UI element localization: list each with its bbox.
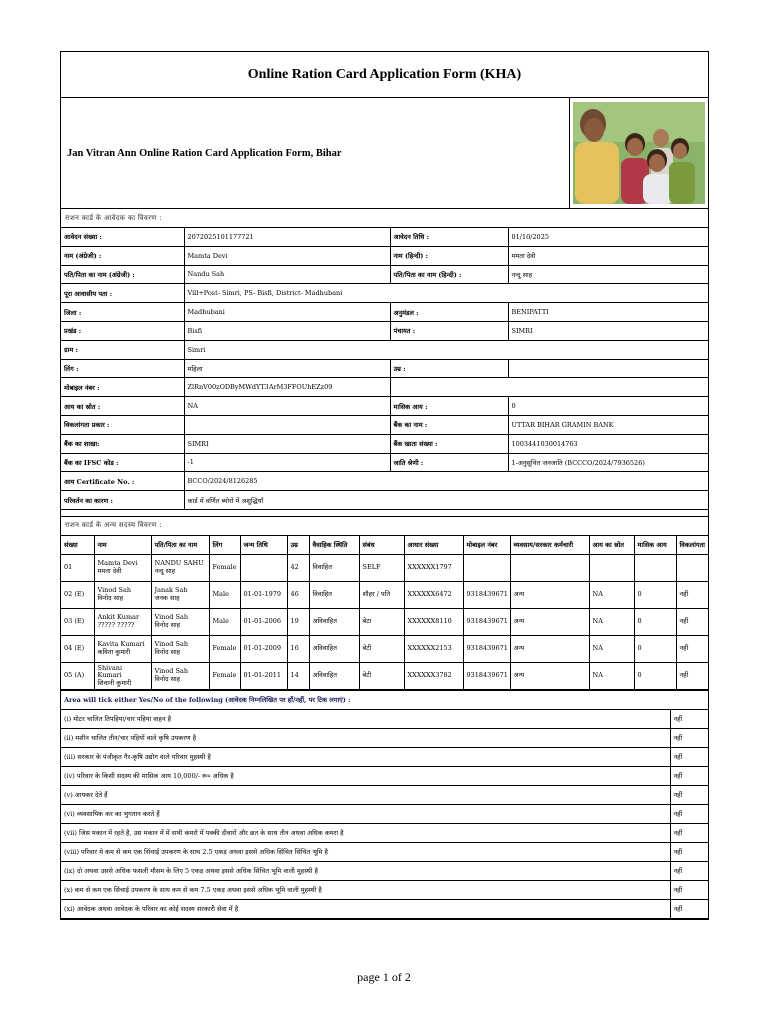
member-name bbox=[94, 554, 151, 581]
eligibility-row bbox=[61, 766, 708, 785]
caste-value: 1-अनुसूचित जनजाति (BCCCO/2024/7936526) bbox=[508, 453, 708, 472]
income-source-label: आय का स्रोत : bbox=[61, 397, 184, 416]
member-gender: Female bbox=[209, 662, 240, 689]
member-aadhaar: XXXXXX6472 bbox=[404, 581, 463, 608]
column-header: मोबाइल नंबर bbox=[463, 536, 510, 555]
member-father-name-en: NANDU SAHU bbox=[154, 559, 204, 568]
table-row bbox=[61, 554, 708, 581]
table-row bbox=[61, 284, 708, 303]
member-father-name-en: Janak Sah bbox=[154, 586, 188, 595]
eligibility-question: (vii) जिस मकान में रहते है, उस मकान में में सभी कमरो में पक्की दीवारों और छत के साथ तीन अथवा अधिक कमरा है bbox=[61, 823, 670, 842]
member-aadhaar: XXXXXX3782 bbox=[404, 662, 463, 689]
member-father-name-hi: विनोद साह bbox=[154, 674, 181, 683]
member-income: 0 bbox=[634, 581, 676, 608]
member-name-en: Shivani Kumari bbox=[97, 663, 123, 680]
member-father-name bbox=[151, 581, 209, 608]
member-marital-status: विवाहित bbox=[309, 581, 359, 608]
eligibility-answer: नहीं bbox=[670, 880, 708, 899]
table-row bbox=[61, 340, 708, 359]
bank-branch-label: बैंक का शाखा: bbox=[61, 434, 184, 453]
member-income: 0 bbox=[634, 635, 676, 662]
table-row bbox=[61, 581, 708, 608]
members-table bbox=[61, 536, 708, 690]
member-occupation: अन्य bbox=[510, 635, 589, 662]
column-header: लिंग bbox=[209, 536, 240, 555]
eligibility-answer: नहीं bbox=[670, 804, 708, 823]
table-row bbox=[61, 434, 708, 453]
member-relation: SELF bbox=[359, 554, 404, 581]
ifsc-value: -1 bbox=[184, 453, 390, 472]
member-father-name bbox=[151, 608, 209, 635]
member-gender: Male bbox=[209, 608, 240, 635]
member-father-name bbox=[151, 635, 209, 662]
income-source-value: NA bbox=[184, 397, 390, 416]
eligibility-answer: नहीं bbox=[670, 861, 708, 880]
block-value: Bisfi bbox=[184, 321, 390, 340]
eligibility-heading: Area will tick either Yes/No of the following (आवेदक निम्नलिखित पर हाँ/नहीं, पर टिक लगाएं) : bbox=[61, 690, 708, 709]
member-name-hi: विनोद साह bbox=[97, 593, 124, 602]
disability-label: विकलांगता प्रकार : bbox=[61, 415, 184, 434]
member-income-source bbox=[589, 554, 634, 581]
account-no-value: 1003441030014763 bbox=[508, 434, 708, 453]
member-mobile: 9318439671 bbox=[463, 635, 510, 662]
form-subtitle: Jan Vitran Ann Online Ration Card Application Form, Bihar bbox=[67, 147, 342, 159]
table-row bbox=[61, 491, 708, 510]
member-aadhaar: XXXXXX8110 bbox=[404, 608, 463, 635]
eligibility-answer: नहीं bbox=[670, 766, 708, 785]
form-header bbox=[61, 98, 708, 209]
member-name-en: Ankit Kumar bbox=[97, 613, 140, 622]
district-label: जिला : bbox=[61, 303, 184, 322]
member-age: 14 bbox=[287, 662, 309, 689]
application-form bbox=[60, 51, 709, 920]
member-father-name bbox=[151, 554, 209, 581]
eligibility-table bbox=[61, 690, 708, 919]
eligibility-answer: नहीं bbox=[670, 823, 708, 842]
member-father-name-hi: विनोद साह bbox=[154, 647, 181, 656]
table-row bbox=[61, 303, 708, 322]
monthly-income-value: 0 bbox=[508, 397, 708, 416]
member-relation: बेटा bbox=[359, 608, 404, 635]
member-dob: 01-01-2011 bbox=[240, 662, 287, 689]
bank-name-label: बैंक का नाम : bbox=[390, 415, 508, 434]
member-father-name-hi: विनोद साह bbox=[154, 620, 181, 629]
members-header-row bbox=[61, 536, 708, 555]
member-name-en: Vinod Sah bbox=[97, 586, 131, 595]
eligibility-question: (ii) मशीन चालित तीन/चार पहियों वाले कृषि उपकरण है bbox=[61, 728, 670, 747]
eligibility-question: (iii) सरकार के पंजीकृत गैर-कृषि उद्योग वाले परिवार मुहस्थी है bbox=[61, 747, 670, 766]
member-gender: Female bbox=[209, 635, 240, 662]
eligibility-row bbox=[61, 785, 708, 804]
member-aadhaar: XXXXXX1797 bbox=[404, 554, 463, 581]
page-number: page 1 of 2 bbox=[357, 970, 411, 984]
member-disability: नहीं bbox=[676, 662, 708, 689]
member-no: 02 (E) bbox=[61, 581, 94, 608]
column-header: आधार संख्या bbox=[404, 536, 463, 555]
table-row bbox=[61, 265, 708, 284]
column-header: उम्र bbox=[287, 536, 309, 555]
member-father-name bbox=[151, 662, 209, 689]
table-row bbox=[61, 415, 708, 434]
gender-value: महिला bbox=[184, 359, 390, 378]
eligibility-answer: नहीं bbox=[670, 785, 708, 804]
eligibility-row bbox=[61, 880, 708, 899]
father-en-label: पति/पिता का नाम (अंग्रेजी) : bbox=[61, 265, 184, 284]
eligibility-row bbox=[61, 823, 708, 842]
member-mobile bbox=[463, 554, 510, 581]
name-en-value: Mamta Devi bbox=[184, 246, 390, 265]
member-marital-status: अविवाहित bbox=[309, 635, 359, 662]
eligibility-question: (ix) दो अथवा उससे अधिक फसली मौसम के लिए 5 एकड़ अथवा इससे अधिक सिंचित भूमि वाली मुहस्थी है bbox=[61, 861, 670, 880]
member-name-hi: ममता देवी bbox=[97, 566, 122, 575]
member-no: 04 (E) bbox=[61, 635, 94, 662]
member-income-source: NA bbox=[589, 608, 634, 635]
member-gender: Female bbox=[209, 554, 240, 581]
member-aadhaar: XXXXXX2153 bbox=[404, 635, 463, 662]
member-no: 05 (A) bbox=[61, 662, 94, 689]
member-marital-status: विवाहित bbox=[309, 554, 359, 581]
address-label: पूरा आवासीय पता : bbox=[61, 284, 184, 303]
member-mobile: 9318439671 bbox=[463, 608, 510, 635]
eligibility-answer: नहीं bbox=[670, 899, 708, 918]
table-row bbox=[61, 228, 708, 246]
eligibility-row bbox=[61, 804, 708, 823]
form-title: Online Ration Card Application Form (KHA) bbox=[61, 52, 708, 98]
applicant-section-heading: राशन कार्ड के आवेदक का विवरण : bbox=[61, 209, 708, 228]
member-income: 0 bbox=[634, 608, 676, 635]
column-header: मासिक आय bbox=[634, 536, 676, 555]
caste-label: जाति श्रेणी : bbox=[390, 453, 508, 472]
member-marital-status: अविवाहित bbox=[309, 608, 359, 635]
family-photo bbox=[569, 98, 708, 208]
father-hi-label: पति/पिता का नाम (हिन्दी) : bbox=[390, 265, 508, 284]
member-income-source: NA bbox=[589, 581, 634, 608]
name-en-label: नाम (अंग्रेजी) : bbox=[61, 246, 184, 265]
table-row bbox=[61, 472, 708, 491]
member-income bbox=[634, 554, 676, 581]
subdivision-value: BENIPATTI bbox=[508, 303, 708, 322]
member-age: 42 bbox=[287, 554, 309, 581]
change-reason-label: परिवर्तन का कारण : bbox=[61, 491, 184, 510]
member-no: 03 (E) bbox=[61, 608, 94, 635]
member-income-source: NA bbox=[589, 635, 634, 662]
member-relation: शौहर / पति bbox=[359, 581, 404, 608]
table-row bbox=[61, 608, 708, 635]
application-no-value: 2072025101177721 bbox=[184, 228, 390, 246]
village-label: ग्राम : bbox=[61, 340, 184, 359]
mobile-value: ZlRnV00zODByMWdYT3ArM3FFOUhEZz09 bbox=[184, 378, 390, 397]
column-header: पति/पिता का नाम bbox=[151, 536, 209, 555]
table-row bbox=[61, 635, 708, 662]
eligibility-question: (i) मोटर चालित तिपहिया/चार पहिया वाहन है bbox=[61, 709, 670, 728]
panchayat-value: SIMRI bbox=[508, 321, 708, 340]
income-cert-value: BCCO/2024/8126285 bbox=[184, 472, 708, 491]
eligibility-question: (xi) आवेदक अथवा आवेदक के परिवार का कोई सदस्य सरकारी सेवा में है bbox=[61, 899, 670, 918]
member-name bbox=[94, 635, 151, 662]
column-header: व्यवसाय/सरकार कर्मचारी bbox=[510, 536, 589, 555]
ifsc-label: बैंक का IFSC कोड : bbox=[61, 453, 184, 472]
member-disability: नहीं bbox=[676, 608, 708, 635]
member-disability: नहीं bbox=[676, 581, 708, 608]
empty-cell bbox=[390, 378, 708, 397]
eligibility-row bbox=[61, 861, 708, 880]
member-disability: नहीं bbox=[676, 635, 708, 662]
applicant-details-table bbox=[61, 228, 708, 510]
eligibility-question: (viii) परिवार मे कम से कम एक सिंचाई उपकरण के साथ 2.5 एकड़ अथवा इससे अधिक सिंचित सिंचित भूमि है bbox=[61, 842, 670, 861]
member-dob: 01-01-1979 bbox=[240, 581, 287, 608]
table-row bbox=[61, 246, 708, 265]
column-header: नाम bbox=[94, 536, 151, 555]
age-value bbox=[508, 359, 708, 378]
column-header: संबंध bbox=[359, 536, 404, 555]
eligibility-question: (iv) परिवार के किसी सदस्य की मासिक आय 10,000/- रू० अधिक है bbox=[61, 766, 670, 785]
member-no: 01 bbox=[61, 554, 94, 581]
members-section-heading: राशन कार्ड के अन्य सदस्य विवरण : bbox=[61, 516, 708, 536]
column-header: संख्या bbox=[61, 536, 94, 555]
member-occupation bbox=[510, 554, 589, 581]
member-father-name-hi: जनक साह bbox=[154, 593, 180, 602]
member-father-name-en: Vinod Sah bbox=[154, 613, 188, 622]
eligibility-row bbox=[61, 842, 708, 861]
member-marital-status: अविवाहित bbox=[309, 662, 359, 689]
member-dob: 01-01-2006 bbox=[240, 608, 287, 635]
column-header: जन्म तिथि bbox=[240, 536, 287, 555]
member-father-name-hi: नन्दु साह bbox=[154, 566, 176, 575]
application-no-label: आवेदन संख्या : bbox=[61, 228, 184, 246]
member-name bbox=[94, 581, 151, 608]
column-header: आय का स्रोत bbox=[589, 536, 634, 555]
subdivision-label: अनुमंडल : bbox=[390, 303, 508, 322]
eligibility-heading-row bbox=[61, 690, 708, 709]
member-disability bbox=[676, 554, 708, 581]
member-income: 0 bbox=[634, 662, 676, 689]
eligibility-row bbox=[61, 899, 708, 918]
member-dob bbox=[240, 554, 287, 581]
eligibility-answer: नहीं bbox=[670, 709, 708, 728]
family-photo-image bbox=[573, 102, 705, 204]
table-row bbox=[61, 359, 708, 378]
column-header: वैवाहिक स्थिति bbox=[309, 536, 359, 555]
mobile-label: मोबाइल नंबर : bbox=[61, 378, 184, 397]
member-name-en: Kavita Kumari bbox=[97, 640, 145, 649]
father-en-value: Nandu Sah bbox=[184, 265, 390, 284]
member-name-en: Mamta Devi bbox=[97, 559, 138, 568]
member-relation: बेटी bbox=[359, 635, 404, 662]
eligibility-row bbox=[61, 709, 708, 728]
application-date-value: 01/10/2025 bbox=[508, 228, 708, 246]
disability-value bbox=[184, 415, 390, 434]
change-reason-value: कार्ड में वर्णित ब्योरों में अशुद्धियाँ bbox=[184, 491, 708, 510]
bank-name-value: UTTAR BIHAR GRAMIN BANK bbox=[508, 415, 708, 434]
name-hi-label: नाम (हिन्दी) : bbox=[390, 246, 508, 265]
eligibility-answer: नहीं bbox=[670, 842, 708, 861]
eligibility-row bbox=[61, 747, 708, 766]
father-hi-value: नन्दु साह bbox=[508, 265, 708, 284]
member-mobile: 9318439671 bbox=[463, 581, 510, 608]
table-row bbox=[61, 662, 708, 689]
member-occupation: अन्य bbox=[510, 608, 589, 635]
eligibility-answer: नहीं bbox=[670, 728, 708, 747]
name-hi-value: ममता देवी bbox=[508, 246, 708, 265]
table-row bbox=[61, 397, 708, 416]
member-name bbox=[94, 608, 151, 635]
block-label: प्रखंड : bbox=[61, 321, 184, 340]
member-income-source: NA bbox=[589, 662, 634, 689]
column-header: विकलांगता bbox=[676, 536, 708, 555]
monthly-income-label: मासिक आय : bbox=[390, 397, 508, 416]
income-cert-label: आय Certificate No. : bbox=[61, 472, 184, 491]
member-name-hi: शिवानी कुमारी bbox=[97, 678, 132, 687]
bank-branch-value: SIMRI bbox=[184, 434, 390, 453]
eligibility-row bbox=[61, 728, 708, 747]
application-date-label: आवेदन तिथि : bbox=[390, 228, 508, 246]
member-occupation: अन्य bbox=[510, 581, 589, 608]
eligibility-question: (v) आयकर देते हैं bbox=[61, 785, 670, 804]
panchayat-label: पंचायत : bbox=[390, 321, 508, 340]
address-value: Vill+Post- Simri, PS- Bisfi, District- Madhubani bbox=[184, 284, 708, 303]
member-name-hi: ????? ????? bbox=[97, 620, 135, 629]
account-no-label: बैंक खाता संख्या : bbox=[390, 434, 508, 453]
member-age: 46 bbox=[287, 581, 309, 608]
member-dob: 01-01-2009 bbox=[240, 635, 287, 662]
age-label: उम्र : bbox=[390, 359, 508, 378]
village-value: Simri bbox=[184, 340, 708, 359]
member-father-name-en: Vinod Sah bbox=[154, 667, 188, 676]
member-name-hi: कविता कुमारी bbox=[97, 647, 131, 656]
district-value: Madhubani bbox=[184, 303, 390, 322]
member-age: 16 bbox=[287, 635, 309, 662]
eligibility-answer: नहीं bbox=[670, 747, 708, 766]
member-mobile: 9318439671 bbox=[463, 662, 510, 689]
member-age: 19 bbox=[287, 608, 309, 635]
eligibility-question: (vi) व्यवसायिक कर का भुगतान करते हैं bbox=[61, 804, 670, 823]
table-row bbox=[61, 378, 708, 397]
gender-label: लिंग : bbox=[61, 359, 184, 378]
member-occupation: अन्य bbox=[510, 662, 589, 689]
eligibility-question: (x) कम से कम एक सिंचाई उपकरण के साथ कम से कम 7.5 एकड़ अथवा इससे अधिक भूमि वाली मुहस्थी है bbox=[61, 880, 670, 899]
table-row bbox=[61, 321, 708, 340]
member-gender: Male bbox=[209, 581, 240, 608]
member-relation: बेटी bbox=[359, 662, 404, 689]
member-father-name-en: Vinod Sah bbox=[154, 640, 188, 649]
member-name bbox=[94, 662, 151, 689]
table-row bbox=[61, 453, 708, 472]
